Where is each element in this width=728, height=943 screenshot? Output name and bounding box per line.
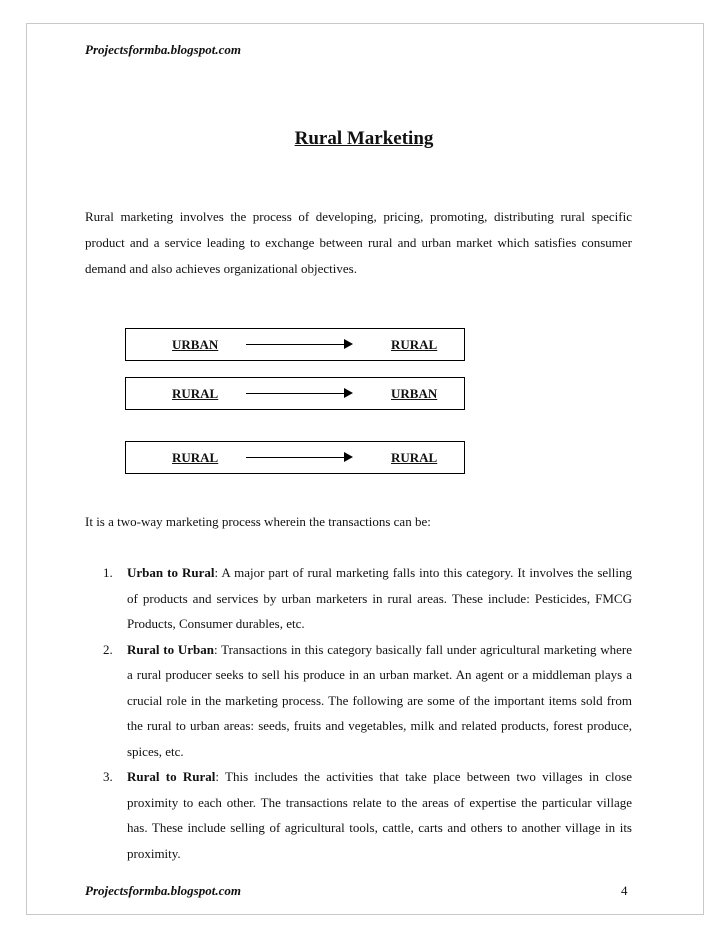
intro-paragraph: Rural marketing involves the process of developing, pricing, promoting, distributing rural specific product and a service leading to exchange between rural and urban market which satisfies consumer demand and also achieves organizational objectives. xyxy=(85,209,632,276)
item-term: Urban to Rural xyxy=(127,565,215,580)
transaction-list xyxy=(85,560,632,866)
item-term: Rural to Rural xyxy=(127,769,216,784)
item-text: : This includes the activities that take place between two villages in close proximity to each other. The transactions relate to the areas of expertise the particular village has. These include selling of agricultural tools, cattle, carts and others to another village in its proximity. xyxy=(127,769,632,861)
list-item xyxy=(85,764,632,866)
flow-diagram xyxy=(125,328,465,478)
arrow-right-icon xyxy=(246,344,351,345)
flow-from-label: RURAL xyxy=(172,450,219,465)
page-number: 4 xyxy=(621,883,628,898)
item-number: 2. xyxy=(103,641,113,657)
footer-site: Projectsformba.blogspot.com xyxy=(85,883,241,898)
flow-from-label: URBAN xyxy=(172,337,219,352)
flow-from-label: RURAL xyxy=(172,386,219,401)
flow-row-rural-urban xyxy=(125,377,465,410)
item-number: 1. xyxy=(103,565,113,580)
flow-to-label: URBAN xyxy=(391,386,438,401)
list-item xyxy=(85,560,632,637)
page-title: Rural Marketing xyxy=(294,128,434,149)
flow-to-label: RURAL xyxy=(391,450,438,465)
flow-row-urban-rural xyxy=(125,328,465,361)
arrow-right-icon xyxy=(246,457,351,458)
flow-row-rural-rural xyxy=(125,441,465,474)
item-number: 3. xyxy=(103,769,113,784)
flow-to-label: RURAL xyxy=(391,337,438,352)
header-site: Projectsformba.blogspot.com xyxy=(85,42,241,57)
item-text: : Transactions in this category basically fall under agricultural marketing where a rural producer seeks to sell his produce in an urban market. An agent or a middleman plays a crucial role in the marketing process. The following are some of the important items sold from the rural to urban areas: seeds, fruits and vegetables, milk and related products, forest produce, spices, etc. xyxy=(127,641,632,759)
item-term: Rural to Urban xyxy=(127,641,214,657)
arrow-right-icon xyxy=(246,393,351,394)
item-text: : A major part of rural marketing falls into this category. It involves the selling of products and services by urban marketers in rural areas. These include: Pesticides, FMCG Products, Consumer durables, etc. xyxy=(127,565,632,631)
list-item xyxy=(85,637,632,765)
lead-sentence: It is a two-way marketing process wherein the transactions can be: xyxy=(85,514,431,529)
